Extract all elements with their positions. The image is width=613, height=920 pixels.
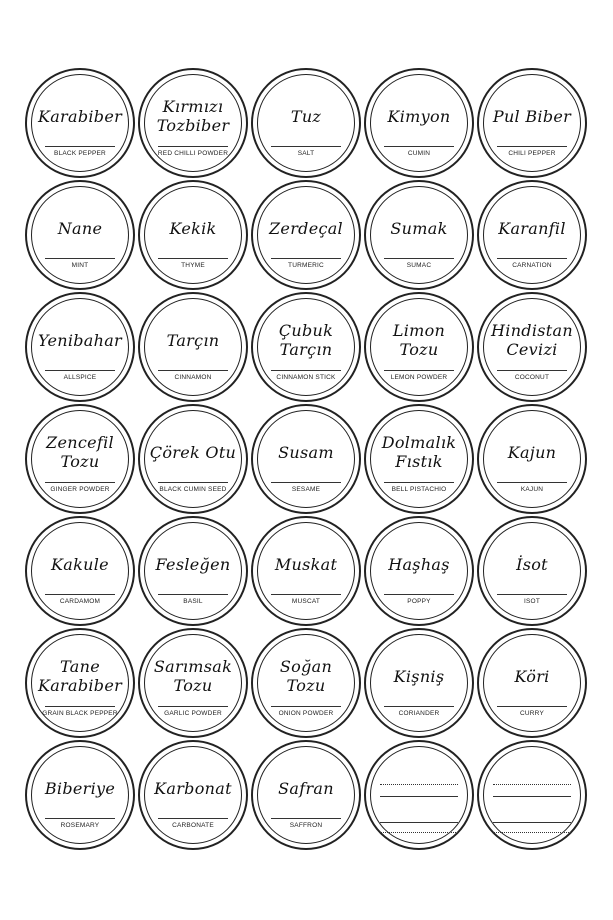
spice-label	[364, 516, 474, 626]
spice-name: Pul Biber	[492, 106, 572, 126]
label-rule	[45, 370, 115, 371]
spice-caption: CINNAMON	[174, 374, 212, 381]
spice-caption: CARNATION	[512, 262, 552, 269]
label-rule	[158, 146, 228, 147]
spice-caption: COCONUT	[514, 374, 550, 381]
spice-label	[364, 740, 474, 850]
spice-label	[138, 404, 248, 514]
label-rule	[158, 706, 228, 707]
spice-name: Karbonat	[154, 778, 232, 798]
spice-label	[25, 404, 135, 514]
label-rule	[497, 706, 567, 707]
spice-label	[251, 516, 361, 626]
spice-label	[477, 68, 587, 178]
label-rule	[158, 818, 228, 819]
spice-label	[251, 404, 361, 514]
label-rule	[497, 370, 567, 371]
label-rule	[384, 146, 454, 147]
spice-caption: TURMERIC	[288, 262, 324, 269]
spice-caption: BLACK CUMIN SEED	[159, 486, 227, 493]
spice-label	[251, 740, 361, 850]
spice-name: Dolmalık Fıstık	[381, 433, 457, 471]
spice-caption: SALT	[297, 150, 315, 157]
spice-label	[25, 68, 135, 178]
spice-caption: GRAIN BLACK PEPPER	[42, 710, 118, 717]
spice-name: Tarçın	[166, 330, 220, 350]
spice-name: Kimyon	[387, 106, 451, 126]
label-rule	[271, 258, 341, 259]
spice-label	[25, 740, 135, 850]
spice-label	[477, 404, 587, 514]
label-rule	[384, 482, 454, 483]
spice-label	[364, 628, 474, 738]
spice-name: Kişniş	[393, 666, 445, 686]
spice-name: Biberiye	[44, 778, 116, 798]
spice-label	[251, 180, 361, 290]
spice-caption: BELL PISTACHIO	[391, 486, 447, 493]
spice-name: Kakule	[51, 554, 109, 574]
label-rule	[45, 706, 115, 707]
spice-caption: GARLIC POWDER	[164, 710, 222, 717]
label-inner-ring	[483, 746, 581, 844]
spice-label	[251, 292, 361, 402]
spice-caption: CUMIN	[407, 150, 431, 157]
spice-caption: CINNAMON STICK	[276, 374, 336, 381]
spice-caption: ROSEMARY	[60, 822, 100, 829]
spice-label	[477, 740, 587, 850]
spice-label	[138, 292, 248, 402]
label-rule	[497, 482, 567, 483]
label-rule	[158, 482, 228, 483]
spice-caption: ALLSPICE	[63, 374, 97, 381]
spice-label	[25, 292, 135, 402]
label-rule	[497, 258, 567, 259]
label-rule	[45, 482, 115, 483]
label-rule	[497, 594, 567, 595]
spice-name: Tane Karabiber	[37, 657, 123, 695]
spice-name: Köri	[514, 666, 550, 686]
spice-name: Zencefil Tozu	[46, 433, 114, 471]
spice-name: İsot	[516, 554, 548, 574]
spice-label	[364, 292, 474, 402]
spice-name: Tuz	[290, 106, 322, 126]
spice-caption: SESAME	[291, 486, 321, 493]
spice-caption: SUMAC	[406, 262, 432, 269]
label-inner-ring	[370, 746, 468, 844]
spice-name: Yenibahar	[37, 330, 123, 350]
spice-caption: SAFFRON	[289, 822, 323, 829]
spice-caption: KAJUN	[520, 486, 544, 493]
spice-name: Kırmızı Tozbiber	[156, 97, 230, 135]
spice-caption: ISOT	[524, 598, 540, 605]
label-rule	[45, 258, 115, 259]
spice-name: Karanfil	[498, 218, 566, 238]
write-in-rule	[380, 796, 458, 797]
spice-name: Zerdeçal	[269, 218, 343, 238]
label-rule	[158, 594, 228, 595]
spice-name: Susam	[278, 442, 334, 462]
write-in-dotted-line	[493, 832, 571, 833]
spice-name: Kekik	[169, 218, 217, 238]
write-in-dotted-line	[380, 832, 458, 833]
spice-label	[364, 404, 474, 514]
spice-caption: RED CHILLI POWDER	[157, 150, 229, 157]
label-rule	[384, 594, 454, 595]
label-rule	[158, 370, 228, 371]
spice-name: Hindistan Cevizi	[491, 321, 573, 359]
spice-name: Çörek Otu	[149, 442, 237, 462]
spice-name: Safran	[278, 778, 334, 798]
spice-name: Nane	[57, 218, 103, 238]
spice-name: Limon Tozu	[392, 321, 446, 359]
spice-caption: CHILI PEPPER	[508, 150, 556, 157]
write-in-dotted-line	[493, 784, 571, 785]
label-rule	[271, 594, 341, 595]
label-rule	[271, 706, 341, 707]
spice-label	[477, 292, 587, 402]
spice-caption: CARDAMOM	[59, 598, 101, 605]
label-rule	[45, 594, 115, 595]
label-rule	[45, 818, 115, 819]
spice-name: Karabiber	[37, 106, 123, 126]
spice-caption: ONION POWDER	[278, 710, 334, 717]
spice-label	[251, 68, 361, 178]
spice-caption: CORIANDER	[398, 710, 440, 717]
spice-caption: MINT	[71, 262, 89, 269]
spice-caption: THYME	[181, 262, 205, 269]
label-rule	[271, 482, 341, 483]
spice-label	[25, 180, 135, 290]
label-rule	[271, 370, 341, 371]
spice-label	[138, 180, 248, 290]
spice-label	[477, 516, 587, 626]
spice-label	[25, 628, 135, 738]
spice-label	[364, 68, 474, 178]
spice-label	[364, 180, 474, 290]
spice-caption: GINGER POWDER	[50, 486, 110, 493]
spice-label	[251, 628, 361, 738]
write-in-rule	[493, 822, 571, 823]
spice-name: Soğan Tozu	[279, 657, 333, 695]
label-rule	[271, 146, 341, 147]
spice-label	[138, 516, 248, 626]
spice-label	[477, 628, 587, 738]
label-rule	[497, 146, 567, 147]
write-in-rule	[380, 822, 458, 823]
spice-caption: CARBONATE	[172, 822, 214, 829]
spice-caption: POPPY	[407, 598, 431, 605]
spice-name: Haşhaş	[388, 554, 450, 574]
label-rule	[45, 146, 115, 147]
spice-name: Sumak	[390, 218, 448, 238]
spice-caption: BASIL	[183, 598, 203, 605]
label-rule	[384, 706, 454, 707]
spice-name: Muskat	[274, 554, 338, 574]
spice-label	[138, 740, 248, 850]
spice-name: Fesleğen	[155, 554, 231, 574]
spice-label	[138, 68, 248, 178]
spice-label	[25, 516, 135, 626]
spice-caption: MUSCAT	[291, 598, 321, 605]
spice-caption: CURRY	[520, 710, 544, 717]
spice-name: Kajun	[507, 442, 557, 462]
label-rule	[384, 258, 454, 259]
spice-caption: LEMON POWDER	[390, 374, 448, 381]
write-in-rule	[493, 796, 571, 797]
label-rule	[271, 818, 341, 819]
label-rule	[384, 370, 454, 371]
spice-label	[138, 628, 248, 738]
spice-caption: BLACK PEPPER	[54, 150, 106, 157]
spice-name: Çubuk Tarçın	[278, 321, 334, 359]
spice-label	[477, 180, 587, 290]
spice-name: Sarımsak Tozu	[153, 657, 233, 695]
write-in-dotted-line	[380, 784, 458, 785]
label-rule	[158, 258, 228, 259]
